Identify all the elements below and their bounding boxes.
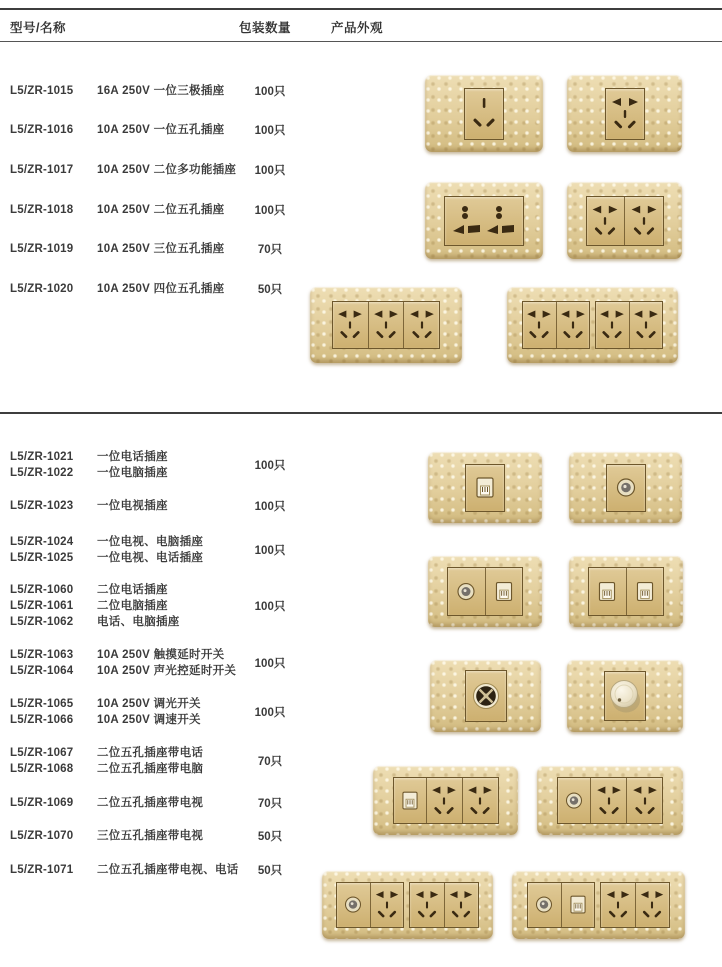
product-name: 电话、电脑插座 (97, 616, 180, 628)
socket-cell (590, 778, 626, 823)
package-quantity: 50只 (257, 865, 283, 877)
package-quantity: 100只 (254, 501, 286, 513)
table-row (0, 162, 335, 178)
package-quantity: 100只 (254, 601, 286, 613)
socket-cell (466, 465, 504, 511)
socket-cell (523, 302, 556, 348)
socket-cell (410, 883, 444, 927)
socket-cell (587, 197, 625, 245)
product-name: 10A 250V 二位多功能插座 (97, 164, 237, 176)
socket-module (393, 777, 499, 824)
five-hole-socket-icon (594, 781, 624, 821)
product-name: 一位电视插座 (97, 500, 168, 512)
model-number: L5/ZR-1065 (10, 698, 74, 710)
five-hole-socket-icon (524, 305, 554, 345)
socket-cell (370, 883, 404, 927)
table-row (0, 696, 335, 728)
model-number: L5/ZR-1062 (10, 616, 74, 628)
rj-jack-icon (395, 781, 425, 821)
model-number: L5/ZR-1020 (10, 283, 74, 295)
package-quantity: 50只 (257, 831, 283, 843)
five-hole-socket-icon (335, 305, 365, 345)
socket-module (336, 882, 404, 928)
socket-cell (368, 302, 404, 348)
product-name: 10A 250V 三位五孔插座 (97, 243, 225, 255)
table-row (0, 449, 335, 481)
socket-cell (337, 883, 370, 927)
package-quantity: 100只 (254, 165, 286, 177)
product-name: 一位电脑插座 (97, 467, 168, 479)
table-row (0, 281, 335, 297)
dimmer-knob-icon (605, 674, 645, 718)
product-name: 10A 250V 调光开关 (97, 698, 201, 710)
plate-rj-plus-double-five-hole (373, 766, 518, 835)
socket-cell (596, 302, 629, 348)
model-number: L5/ZR-1063 (10, 649, 74, 661)
model-number: L5/ZR-1067 (10, 747, 74, 759)
model-number: L5/ZR-1070 (10, 830, 74, 842)
package-quantity: 100只 (254, 205, 286, 217)
table-row (0, 202, 335, 218)
socket-module (606, 464, 646, 512)
table-row (0, 534, 335, 566)
plate-three-pin-socket (425, 75, 543, 152)
column-header-appearance: 产品外观 (331, 21, 384, 35)
five-hole-socket-icon (628, 200, 660, 242)
plate-touch-delay-switch (430, 660, 541, 732)
model-number: L5/ZR-1017 (10, 164, 74, 176)
plate-double-universal-socket (425, 182, 543, 259)
package-quantity: 100只 (254, 460, 286, 472)
five-hole-socket-icon (631, 305, 661, 345)
model-number: L5/ZR-1064 (10, 665, 74, 677)
tv-coax-icon (559, 781, 589, 821)
five-hole-socket-icon (429, 781, 459, 821)
plate-quad-five-hole-socket (507, 287, 678, 363)
table-row (0, 241, 335, 257)
socket-module (595, 301, 663, 349)
socket-cell (333, 302, 368, 348)
tv-coax-icon (609, 467, 643, 509)
table-row (0, 647, 335, 679)
header-rule (0, 41, 722, 42)
five-hole-socket-icon (465, 781, 495, 821)
socket-cell (426, 778, 462, 823)
product-name: 10A 250V 调速开关 (97, 714, 201, 726)
package-quantity: 70只 (257, 798, 283, 810)
socket-cell (558, 778, 590, 823)
table-row (0, 498, 335, 514)
product-name: 二位五孔插座带电视、电话 (97, 864, 239, 876)
model-number: L5/ZR-1068 (10, 763, 74, 775)
socket-cell (626, 778, 662, 823)
product-name: 10A 250V 一位五孔插座 (97, 124, 225, 136)
five-hole-socket-icon (597, 305, 627, 345)
product-name: 二位五孔插座带电视 (97, 797, 204, 809)
model-number: L5/ZR-1060 (10, 584, 74, 596)
product-name: 一位电视、电话插座 (97, 552, 204, 564)
five-hole-socket-icon (407, 305, 437, 345)
five-hole-socket-icon (372, 886, 402, 924)
plate-single-rj-jack (428, 452, 542, 523)
package-quantity: 100只 (254, 545, 286, 557)
plate-dimmer-knob (567, 660, 683, 732)
socket-module (527, 882, 595, 928)
product-name: 10A 250V 二位五孔插座 (97, 204, 225, 216)
socket-cell (403, 302, 439, 348)
rj-jack-icon (488, 571, 520, 613)
package-quantity: 50只 (257, 284, 283, 296)
model-number: L5/ZR-1021 (10, 451, 74, 463)
plate-tv-rj-plus-double-five-hole (512, 871, 685, 939)
five-hole-socket-icon (589, 200, 621, 242)
five-hole-socket-icon (558, 305, 588, 345)
plate-triple-five-hole-socket (310, 287, 462, 363)
socket-cell (561, 883, 595, 927)
product-name: 二位五孔插座带电脑 (97, 763, 204, 775)
model-number: L5/ZR-1018 (10, 204, 74, 216)
package-quantity: 100只 (254, 707, 286, 719)
model-number: L5/ZR-1061 (10, 600, 74, 612)
table-row (0, 582, 335, 630)
socket-module (447, 567, 523, 616)
socket-module (444, 196, 524, 246)
table-row (0, 745, 335, 777)
five-hole-socket-icon (446, 886, 476, 924)
socket-cell (556, 302, 590, 348)
product-line (0, 582, 335, 598)
socket-cell (445, 197, 523, 245)
socket-cell (607, 465, 645, 511)
package-quantity: 100只 (254, 658, 286, 670)
table-row (0, 83, 335, 99)
socket-module (600, 882, 670, 928)
socket-module (332, 301, 440, 349)
product-name: 10A 250V 声光控延时开关 (97, 665, 237, 677)
section-divider (0, 412, 722, 414)
five-hole-socket-icon (371, 305, 401, 345)
product-name: 二位电话插座 (97, 584, 168, 596)
model-number: L5/ZR-1023 (10, 500, 74, 512)
rj-jack-icon (591, 571, 623, 613)
product-name: 二位电脑插座 (97, 600, 168, 612)
touch-delay-switch-icon (467, 673, 505, 719)
model-number: L5/ZR-1022 (10, 467, 74, 479)
table-row (0, 122, 335, 138)
model-number: L5/ZR-1066 (10, 714, 74, 726)
column-header-model-name: 型号/名称 (10, 21, 66, 35)
package-quantity: 100只 (254, 125, 286, 137)
socket-cell (466, 671, 506, 721)
socket-module (409, 882, 479, 928)
socket-cell (528, 883, 561, 927)
socket-cell (605, 672, 645, 720)
socket-cell (394, 778, 426, 823)
socket-cell (448, 568, 485, 615)
table-row (0, 828, 335, 844)
socket-cell (626, 568, 664, 615)
plate-single-tv-coax (569, 452, 682, 523)
socket-module (465, 670, 507, 722)
product-name: 三位五孔插座带电视 (97, 830, 204, 842)
five-hole-socket-icon (603, 886, 633, 924)
plate-tv-plus-rj (428, 556, 542, 627)
five-hole-socket-icon (637, 886, 667, 924)
socket-cell (606, 89, 644, 139)
socket-module (465, 464, 505, 512)
product-name: 16A 250V 一位三极插座 (97, 85, 225, 97)
socket-cell (601, 883, 635, 927)
table-row (0, 795, 335, 811)
socket-module (586, 196, 664, 246)
model-number: L5/ZR-1015 (10, 85, 74, 97)
plate-double-rj-jack (569, 556, 683, 627)
socket-cell (465, 89, 503, 139)
product-name: 二位五孔插座带电话 (97, 747, 204, 759)
socket-module (557, 777, 663, 824)
model-number: L5/ZR-1025 (10, 552, 74, 564)
socket-cell (635, 883, 670, 927)
tv-coax-icon (529, 886, 559, 924)
socket-cell (624, 197, 663, 245)
socket-module (588, 567, 664, 616)
table-row (0, 862, 335, 878)
model-number: L5/ZR-1019 (10, 243, 74, 255)
socket-cell (462, 778, 498, 823)
socket-cell (444, 883, 479, 927)
rj-jack-icon (563, 886, 593, 924)
plate-double-five-hole-socket (567, 182, 682, 259)
model-number: L5/ZR-1016 (10, 124, 74, 136)
five-hole-socket-icon (630, 781, 660, 821)
tv-coax-icon (450, 571, 482, 613)
package-quantity: 100只 (254, 86, 286, 98)
product-name: 10A 250V 触摸延时开关 (97, 649, 225, 661)
tv-coax-icon (338, 886, 368, 924)
universal-socket-icon (450, 201, 518, 241)
socket-module (522, 301, 590, 349)
product-line (0, 614, 335, 630)
five-hole-socket-icon (609, 92, 641, 136)
product-name: 一位电话插座 (97, 451, 168, 463)
socket-module (464, 88, 504, 140)
top-rule (0, 8, 722, 10)
rj-jack-icon (629, 571, 661, 613)
model-number: L5/ZR-1071 (10, 864, 74, 876)
socket-cell (485, 568, 523, 615)
model-number: L5/ZR-1024 (10, 536, 74, 548)
socket-module (605, 88, 645, 140)
column-header-package-qty: 包装数量 (239, 21, 292, 35)
socket-cell (629, 302, 663, 348)
socket-module (604, 671, 646, 721)
plate-tv-plus-triple-five-hole (322, 871, 493, 939)
plate-five-hole-socket (567, 75, 682, 152)
rj-jack-icon (468, 467, 502, 509)
three-pin-socket-icon (467, 91, 501, 137)
socket-cell (589, 568, 626, 615)
five-hole-socket-icon (412, 886, 442, 924)
plate-tv-plus-double-five-hole (537, 766, 683, 835)
product-name: 一位电视、电脑插座 (97, 536, 204, 548)
product-name: 10A 250V 四位五孔插座 (97, 283, 225, 295)
package-quantity: 70只 (257, 756, 283, 768)
package-quantity: 70只 (257, 244, 283, 256)
model-number: L5/ZR-1069 (10, 797, 74, 809)
